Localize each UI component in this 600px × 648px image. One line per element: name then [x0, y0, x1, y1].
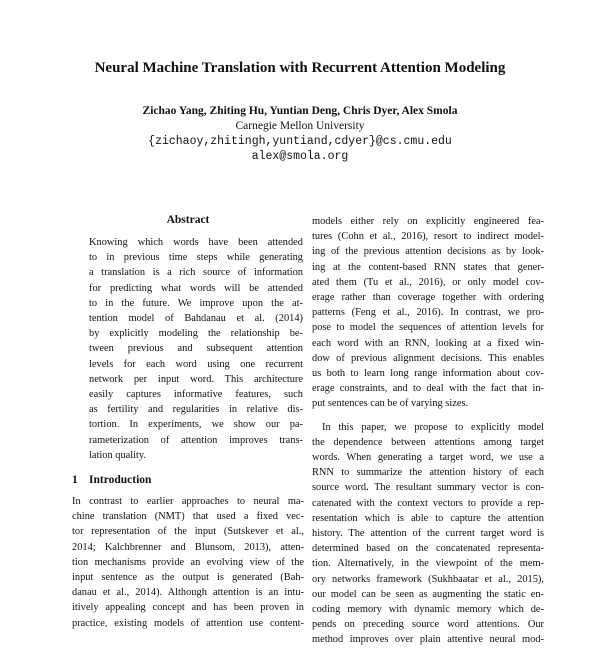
author-email-group: {zichaoy,zhitingh,yuntiand,cdyer}@cs.cmu.edu — [148, 135, 452, 148]
text-line: danau et al., 2014). Although attention is an intu- — [72, 587, 304, 599]
text-line: history. The attention of the current target word is — [312, 528, 544, 540]
abstract-heading: Abstract — [166, 214, 210, 226]
text-line: In contrast to earlier approaches to neural ma- — [72, 496, 304, 508]
text-line: tween previous and subsequent attention — [89, 343, 303, 355]
abstract-body — [72, 235, 304, 463]
text-line: 2014; Kalchbrenner and Blunsom, 2013), atten- — [72, 541, 304, 553]
text-line: patterns (Feng et al., 2016). In contrast, we pro- — [312, 307, 544, 319]
text-line: method improves over plain attentive neural mod- — [312, 634, 544, 646]
paper-title: Neural Machine Translation with Recurrent Attention Modeling — [94, 60, 506, 76]
text-line: the dependence between attentions among target — [312, 436, 544, 448]
text-line: tor representation of the input (Sutskever et al., — [72, 526, 304, 538]
text-line: as fertility and regularities in relative dis- — [89, 404, 303, 416]
author-block — [0, 104, 600, 164]
text-line: ory networks framework (Sukhbaatar et al., 2015), — [312, 573, 544, 585]
text-line: pose to model the sequences of attention levels for — [312, 322, 544, 334]
text-line: In this paper, we propose to explicitly model — [322, 421, 544, 433]
text-line: ing of the previous attention decisions as by look- — [312, 246, 544, 258]
paragraph-2 — [312, 420, 544, 648]
text-line: easily captures informative features, such — [89, 389, 303, 401]
right-column — [312, 214, 544, 648]
text-line: erage constraints, and to deal with the fact that in- — [312, 383, 544, 395]
text-line: itively appealing concept and has been proven in — [72, 602, 304, 614]
paragraph-1 — [312, 214, 544, 412]
text-line: chine translation (NMT) that used a fixed vec- — [72, 511, 304, 523]
text-line: resentation which is able to capture the attention — [312, 512, 544, 524]
text-line: us both to learn long range information about cov- — [312, 368, 544, 380]
text-line: pends on preceding source word attentions. Our — [312, 619, 544, 631]
text-line: ing at the content-based RNN states that gener- — [312, 261, 544, 273]
text-line: source word. The resultant summary vector is con- — [312, 482, 544, 494]
text-line: by explicitly modeling the relationship be- — [89, 328, 303, 340]
text-line: tion. Alternatively, in the viewpoint of the mem- — [312, 558, 544, 570]
introduction-body — [72, 494, 304, 631]
author-names: Zichao Yang, Zhiting Hu, Yuntian Deng, Chris Dyer, Alex Smola — [142, 105, 458, 117]
author-email-smola: alex@smola.org — [251, 150, 349, 163]
text-line: RNN to summarize the attention history of each — [312, 467, 544, 479]
text-line: erage rather than coverage together with ordering — [312, 292, 544, 304]
text-line: for predicting what words will be attended — [89, 282, 303, 294]
left-column — [72, 214, 304, 631]
text-line: levels for each word using one recurrent — [89, 358, 303, 370]
text-line: Knowing which words have been attended — [89, 237, 303, 248]
section-number: 1 — [72, 474, 78, 487]
text-line: ated them (Tu et al., 2016), or only model cov- — [312, 276, 544, 288]
text-line: words. When generating a target word, we use a — [312, 452, 544, 464]
text-line: tion mechanisms provide an evolving view of the — [72, 556, 304, 568]
affiliation: Carnegie Mellon University — [235, 120, 365, 132]
text-line: tures (Cohn et al., 2016), resort to indirect model- — [312, 231, 544, 243]
text-line: catenated with the context vectors to provide a rep- — [312, 497, 544, 509]
text-line: our model can be seen as augmenting the static en- — [312, 588, 544, 600]
text-line: each word with an RNN, looking at a fixed win- — [312, 337, 544, 349]
text-line: rameterization of attention improves trans- — [89, 434, 303, 446]
text-line: practice, existing models of attention use content- — [72, 617, 304, 629]
text-line: dow of previous alignment decisions. This enables — [312, 352, 544, 364]
text-line: put sentences can be of varying sizes. — [312, 398, 469, 410]
text-line: models either rely on explicitly engineered fea- — [312, 216, 544, 227]
text-line: determined based on the concatenated representa- — [312, 543, 544, 555]
text-line: a translation is a rich source of information — [89, 267, 303, 279]
text-line: tortion. In experiments, we show our pa- — [89, 419, 303, 431]
text-line: input sentence as the output is generated (Bah- — [72, 572, 304, 584]
text-line: tention model of Bahdanau et al. (2014) — [89, 313, 303, 325]
text-line: network per input word. This architecture — [89, 373, 303, 385]
text-line: to in the future. We improve upon the at- — [89, 297, 303, 309]
text-line: to in previous time steps while generating — [89, 252, 303, 264]
text-line: coding memory with dynamic memory which de- — [312, 604, 544, 616]
section-heading-introduction — [72, 474, 304, 486]
text-line: lation quality. — [89, 449, 147, 461]
section-title: Introduction — [89, 474, 152, 487]
